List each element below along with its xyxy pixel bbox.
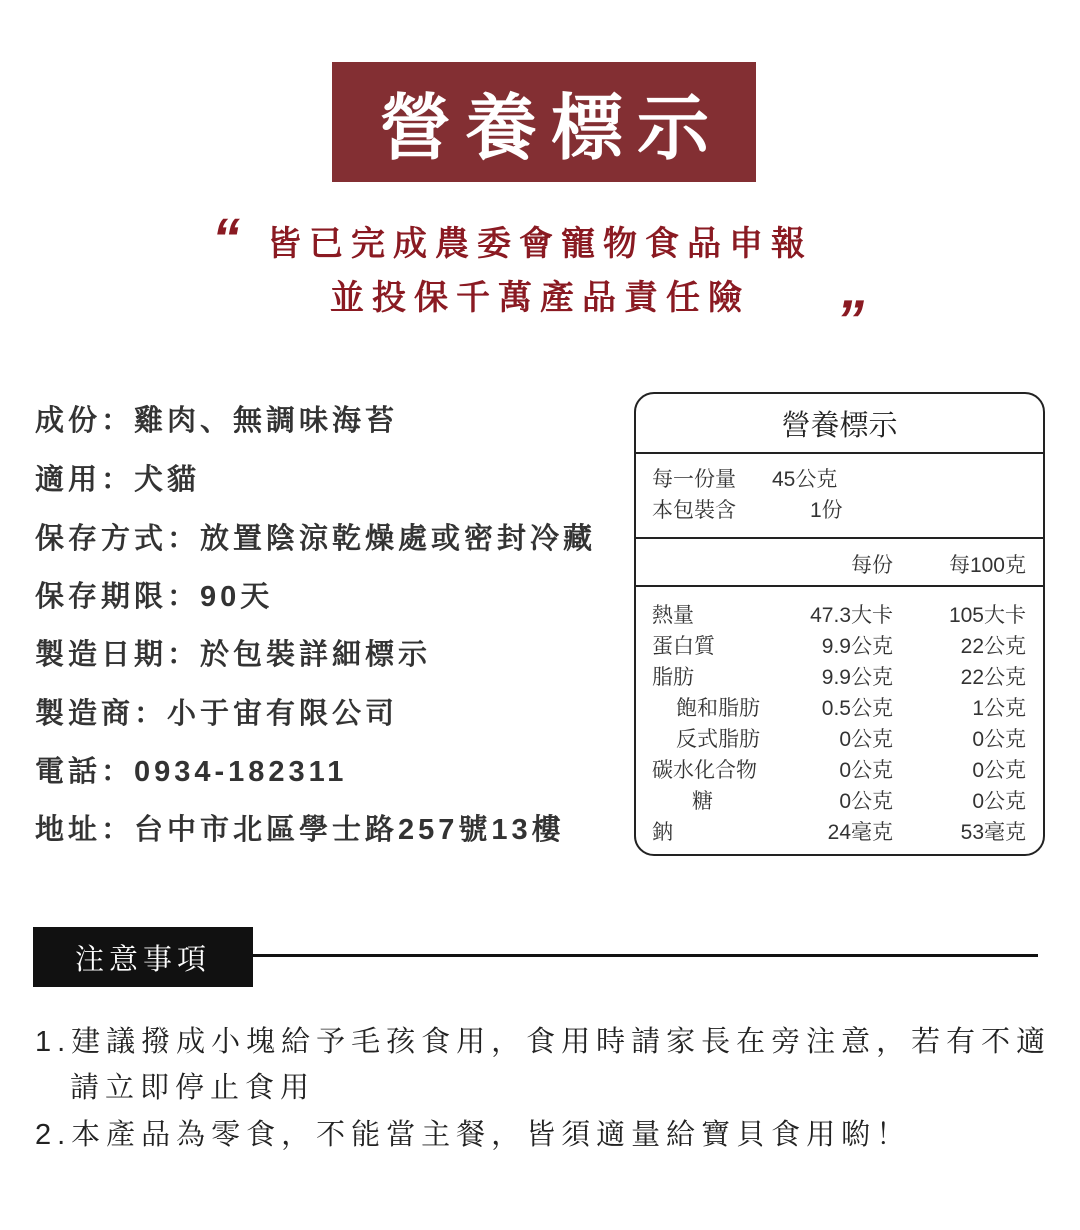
info-suitable-for: 適用：犬貓 <box>35 464 201 496</box>
info-ingredients: 成份：雞肉、無調味海苔 <box>35 405 399 437</box>
serving-info <box>636 454 1043 539</box>
info-shelf-life: 保存期限：90天 <box>35 581 274 613</box>
nutrient-name: 鈉 <box>652 821 673 844</box>
nutrition-row <box>636 657 1043 688</box>
info-manufacture-date: 製造日期：於包裝詳細標示 <box>35 639 432 671</box>
page-banner-title: 營養標示 <box>332 62 756 182</box>
nutrition-title: 營養標示 <box>636 394 1043 454</box>
note-line-2: 2.本產品為零食，不能當主餐，皆須適量給寶貝食用喲！ <box>35 1119 912 1151</box>
nutrition-row <box>636 688 1043 719</box>
nutrient-per-serving: 9.9公克 <box>821 666 893 689</box>
nutrient-per-serving: 0公克 <box>839 790 893 813</box>
nutrient-name: 反式脂肪 <box>676 728 760 751</box>
info-address: 地址：台中市北區學士路257號13樓 <box>35 814 565 846</box>
notes-divider <box>253 954 1038 957</box>
nutrient-per-100g: 22公克 <box>960 635 1026 658</box>
nutrient-name: 熱量 <box>652 604 694 627</box>
note-line-1-cont: 請立即停止食用 <box>35 1072 316 1104</box>
nutrient-per-100g: 22公克 <box>960 666 1026 689</box>
nutrition-row <box>636 719 1043 750</box>
nutrient-per-serving: 0公克 <box>839 759 893 782</box>
nutrition-facts-table <box>634 392 1045 856</box>
info-manufacturer: 製造商：小于宙有限公司 <box>35 698 399 730</box>
headline-line-2: 並投保千萬產品責任險 <box>330 279 750 317</box>
nutrient-per-serving: 0.5公克 <box>821 697 893 720</box>
nutrient-name: 糖 <box>692 790 713 813</box>
nutrient-name: 飽和脂肪 <box>676 697 760 720</box>
info-phone: 電話：0934-182311 <box>35 756 348 788</box>
nutrient-per-100g: 1公克 <box>972 697 1026 720</box>
nutrient-per-serving: 24毫克 <box>827 821 893 844</box>
nutrition-column-headers <box>636 539 1043 587</box>
nutrient-per-serving: 9.9公克 <box>821 635 893 658</box>
nutrient-per-serving: 0公克 <box>839 728 893 751</box>
nutrient-per-serving: 47.3大卡 <box>810 604 893 627</box>
serving-size-label: 每一份量 <box>652 468 736 491</box>
nutrition-row <box>636 781 1043 812</box>
notes-title: 注意事項 <box>33 927 253 987</box>
close-quote-mark: ” <box>836 288 864 351</box>
open-quote-mark: “ <box>212 206 240 269</box>
nutrient-per-100g: 0公克 <box>972 728 1026 751</box>
nutrient-per-100g: 105大卡 <box>948 604 1026 627</box>
note-line-1: 1.建議撥成小塊給予毛孩食用，食用時請家長在旁注意，若有不適 <box>35 1026 1052 1058</box>
serving-size-value: 45公克 <box>772 468 838 491</box>
headline-line-1: 皆已完成農委會寵物食品申報 <box>267 225 813 263</box>
servings-per-pack-value: 1份 <box>810 499 843 522</box>
nutrient-name: 脂肪 <box>652 666 694 689</box>
nutrient-name: 碳水化合物 <box>652 759 757 782</box>
nutrient-per-100g: 0公克 <box>972 759 1026 782</box>
nutrition-row <box>636 595 1043 626</box>
col-per-100g: 每100克 <box>948 554 1026 577</box>
nutrition-row <box>636 812 1043 843</box>
servings-per-pack-label: 本包裝含 <box>652 499 736 522</box>
nutrient-name: 蛋白質 <box>652 635 715 658</box>
nutrient-per-100g: 53毫克 <box>960 821 1026 844</box>
nutrition-rows <box>636 587 1043 843</box>
nutrient-per-100g: 0公克 <box>972 790 1026 813</box>
col-per-serving: 每份 <box>851 554 893 577</box>
nutrition-row <box>636 626 1043 657</box>
nutrition-row <box>636 750 1043 781</box>
info-storage: 保存方式：放置陰涼乾燥處或密封冷藏 <box>35 523 597 555</box>
